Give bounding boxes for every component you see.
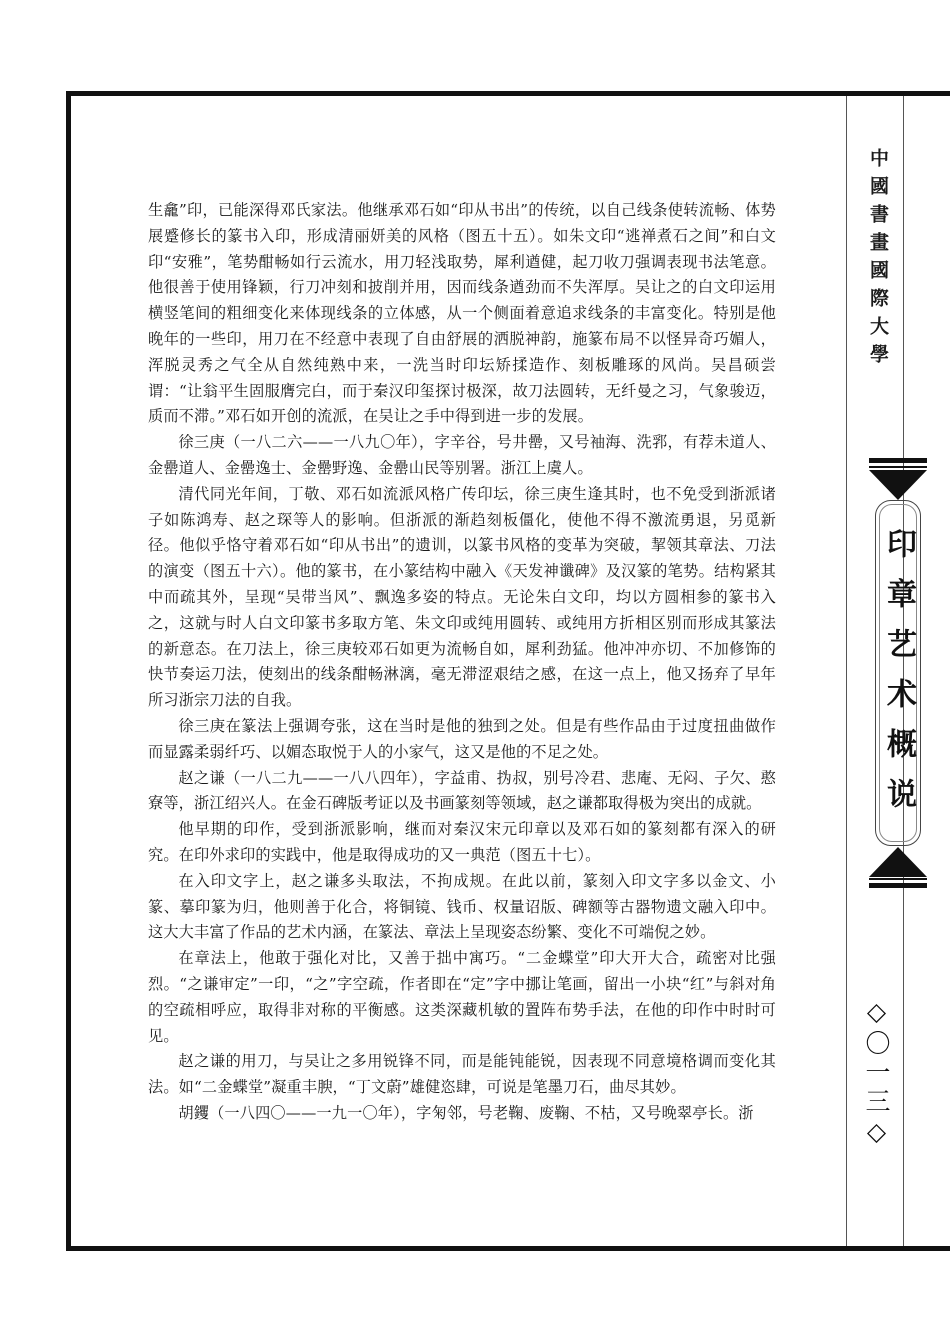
page-frame-left-rule [66, 91, 71, 1251]
title-band-top-ornament [869, 470, 927, 500]
paragraph: 赵之谦（一八二九——一八八四年），字益甫、㧑叔，别号冷君、悲庵、无闷、子欠、憨寮等，浙江绍兴人。在金石碑版考证以及书画篆刻等领域，赵之谦都取得极为突出的成就。 [148, 768, 776, 813]
paragraph: 赵之谦的用刀，与吴让之多用锐锋不同，而是能钝能锐，因表现不同意境格调而变化其法。如“二金蝶堂”凝重丰腴，“丁文蔚”雄健恣肆，可说是笔墨刀石，曲尽其妙。 [148, 1052, 776, 1097]
book-title: 印章艺术概说 [881, 528, 916, 828]
title-band-bottom-thick-rule [869, 883, 927, 888]
running-title: 中國書畫國際大學 [867, 148, 889, 372]
page-frame-bottom-rule [66, 1246, 950, 1251]
page-number: ◇〇一三◇ [862, 997, 891, 1150]
paragraph: 生龕”印，已能深得邓氏家法。他继承邓石如“印从书出”的传统，以自己线条使转流畅、体势展蹙修长的篆书入印，形成清丽妍美的风格（图五十五）。如朱文印“逃禅煮石之间”和白文印“安雅”，笔势酣畅如行云流水，用刀轻浅取势，犀利遒健，起刀收刀强调表现书法笔意。他很善于使用锋颖，行刀冲刻和披削并用，因而线条遒劲而不失浑厚。吴让之的白文印运用横竖笔间的粗细变化来体现线条的立体感，从一个侧面着意追求线条的丰富变化。特别是他晚年的一些印，用刀在不经意中表现了自由舒展的洒脱神韵，施篆布局不以怪异奇巧媚人，浑脱灵秀之气全从自然纯熟中来，一洗当时印坛矫揉造作、刻板雕琢的风尚。吴昌硕尝谓：“让翁平生固服膺完白，而于秦汉印玺探讨极深，故刀法圆转，无纤曼之习，气象骏迈，质而不滞。”邓石如开创的流派，在吴让之手中得到进一步的发展。 [148, 201, 776, 426]
title-band-top-thin-rule [869, 466, 927, 468]
title-band-top-thick-rule [869, 458, 927, 463]
paragraph: 胡钁（一八四〇——一九一〇年），字匊邻，号老鞠、废鞠、不枯，又号晚翠亭长。浙 [178, 1103, 754, 1122]
paragraph: 他早期的印作，受到浙派影响，继而对秦汉宋元印章以及邓石如的篆刻都有深入的研究。在印外求印的实践中，他是取得成功的又一典范（图五十七）。 [148, 820, 776, 864]
paragraph: 在入印文字上，赵之谦多头取法，不拘成规。在此以前，篆刻入印文字多以金文、小篆、摹印篆为归，他则善于化合，将铜镜、钱币、权量诏版、碑额等古器物遗文融入印中。这大大丰富了作品的艺术内涵，在篆法、章法上呈现姿态纷繁、变化不可端倪之妙。 [148, 871, 776, 942]
title-band-bottom-ornament [869, 847, 927, 877]
paragraph: 在章法上，他敢于强化对比，又善于拙中寓巧。“二金蝶堂”印大开大合，疏密对比强烈。“之谦审定”一印，“之”字空疏，作者即在“定”字中挪让笔画，留出一小块“红”与斜对角的空疏相呼应，取得非对称的平衡感。这类深藏机敏的置阵布势手法，在他的印作中时时可见。 [148, 949, 776, 1045]
body-text [148, 198, 776, 1127]
paragraph: 徐三庚（一八二六——一八九〇年），字辛谷，号井罍，又号袖海、洗郛，有荐未道人、金罍道人、金罍逸士、金罍野逸、金罍山民等别署。浙江上虞人。 [148, 433, 776, 477]
paragraph: 徐三庚在篆法上强调夸张，这在当时是他的独到之处。但是有些作品由于过度扭曲做作而显露柔弱纤巧、以媚态取悦于人的小家气，这又是他的不足之处。 [148, 716, 776, 761]
title-band-bottom-thin-rule [869, 878, 927, 880]
sidebar-left-rule [846, 96, 847, 1246]
paragraph: 清代同光年间，丁敬、邓石如流派风格广传印坛，徐三庚生逢其时，也不免受到浙派诸子如陈鸿寿、赵之琛等人的影响。但浙派的渐趋刻板僵化，使他不得不激流勇退，另觅新径。他似乎恪守着邓石如“印从书出”的遗训，以篆书风格的变革为突破，挈领其章法、刀法的演变（图五十六）。他的篆书，在小篆结构中融入《天发神谶碑》及汉篆的笔势。结构紧其中而疏其外，呈现“吴带当风”、飘逸多姿的特点。无论朱白文印，均以方圆相参的篆书入之，这就与时人白文印篆书多取方笔、朱文印或纯用圆转、或纯用方折相区别而形成其篆法的新意态。在刀法上，徐三庚较邓石如更为流畅自如，犀利劲猛。他冲冲亦切、不加修饰的快节奏运刀法，使刻出的线条酣畅淋漓，毫无滞涩艰结之感，在这一点上，他又扬弃了早年所习浙宗刀法的自我。 [148, 484, 776, 710]
page-frame-top-rule [66, 91, 950, 96]
